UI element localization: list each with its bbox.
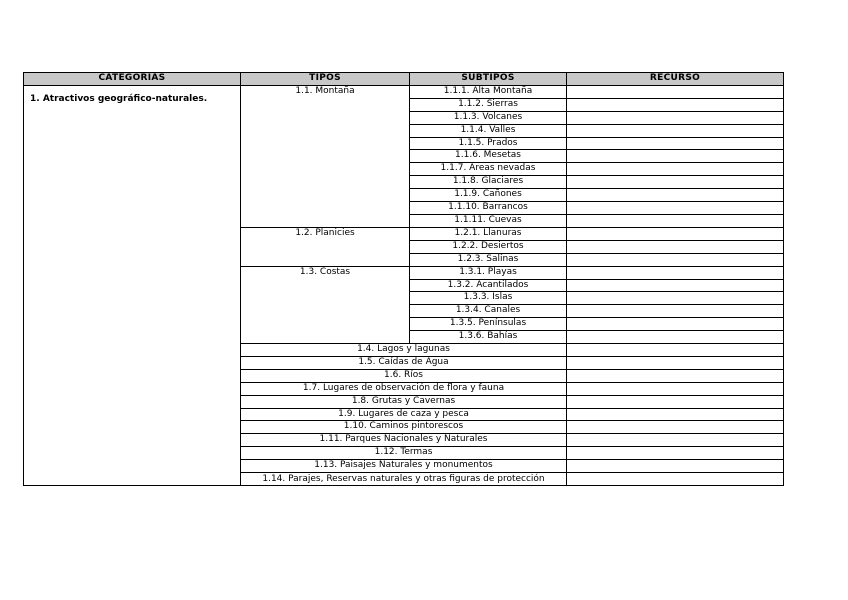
- recurso-cell: [567, 434, 784, 447]
- tipo-cell: 1.7. Lugares de observación de flora y fauna: [241, 382, 567, 395]
- header-row: [24, 73, 784, 86]
- recurso-cell: [567, 227, 784, 240]
- recurso-cell: [567, 240, 784, 253]
- category-cell: 1. Atractivos geográfico-naturales.: [24, 85, 241, 485]
- subtipo-cell: 1.1.4. Valles: [410, 124, 567, 137]
- header-categorias: CATEGORÍAS: [24, 73, 241, 86]
- tipo-cell: 1.2. Planicies: [241, 227, 410, 266]
- recurso-cell: [567, 305, 784, 318]
- subtipo-cell: 1.1.6. Mesetas: [410, 150, 567, 163]
- subtipo-cell: 1.3.4. Canales: [410, 305, 567, 318]
- tipo-cell: 1.6. Ríos: [241, 369, 567, 382]
- table-row: [24, 85, 784, 98]
- subtipo-cell: 1.1.8. Glaciares: [410, 176, 567, 189]
- subtipo-cell: 1.1.11. Cuevas: [410, 214, 567, 227]
- subtipo-cell: 1.1.1. Alta Montaña: [410, 85, 567, 98]
- recurso-cell: [567, 408, 784, 421]
- attractions-table: [23, 72, 784, 486]
- subtipo-cell: 1.3.1. Playas: [410, 266, 567, 279]
- subtipo-cell: 1.1.10. Barrancos: [410, 202, 567, 215]
- recurso-cell: [567, 395, 784, 408]
- subtipo-cell: 1.1.2. Sierras: [410, 98, 567, 111]
- tipo-cell: 1.13. Paisajes Naturales y monumentos: [241, 460, 567, 473]
- subtipo-cell: 1.3.2. Acantilados: [410, 279, 567, 292]
- tipo-cell: 1.8. Grutas y Cavernas: [241, 395, 567, 408]
- recurso-cell: [567, 473, 784, 486]
- recurso-cell: [567, 318, 784, 331]
- recurso-cell: [567, 214, 784, 227]
- recurso-cell: [567, 331, 784, 344]
- recurso-cell: [567, 111, 784, 124]
- table-body: [24, 85, 784, 485]
- recurso-cell: [567, 150, 784, 163]
- recurso-cell: [567, 369, 784, 382]
- subtipo-cell: 1.1.9. Cañones: [410, 189, 567, 202]
- recurso-cell: [567, 253, 784, 266]
- tipo-cell: 1.10. Caminos pintorescos: [241, 421, 567, 434]
- subtipo-cell: 1.1.3. Volcanes: [410, 111, 567, 124]
- tipo-cell: 1.14. Parajes, Reservas naturales y otras figuras de protección: [241, 473, 567, 486]
- tipo-cell: 1.1. Montaña: [241, 85, 410, 227]
- recurso-cell: [567, 356, 784, 369]
- tipo-cell: 1.5. Caídas de Agua: [241, 356, 567, 369]
- recurso-cell: [567, 189, 784, 202]
- tipo-cell: 1.11. Parques Nacionales y Naturales: [241, 434, 567, 447]
- subtipo-cell: 1.2.3. Salinas: [410, 253, 567, 266]
- subtipo-cell: 1.1.5. Prados: [410, 137, 567, 150]
- header-tipos: TIPOS: [241, 73, 410, 86]
- recurso-cell: [567, 382, 784, 395]
- header-subtipos: SUBTIPOS: [410, 73, 567, 86]
- recurso-cell: [567, 137, 784, 150]
- recurso-cell: [567, 124, 784, 137]
- recurso-cell: [567, 460, 784, 473]
- recurso-cell: [567, 176, 784, 189]
- recurso-cell: [567, 266, 784, 279]
- subtipo-cell: 1.3.6. Bahías: [410, 331, 567, 344]
- subtipo-cell: 1.2.1. Llanuras: [410, 227, 567, 240]
- recurso-cell: [567, 447, 784, 460]
- recurso-cell: [567, 85, 784, 98]
- subtipo-cell: 1.2.2. Desiertos: [410, 240, 567, 253]
- recurso-cell: [567, 344, 784, 357]
- recurso-cell: [567, 98, 784, 111]
- recurso-cell: [567, 421, 784, 434]
- recurso-cell: [567, 292, 784, 305]
- tipo-cell: 1.9. Lugares de caza y pesca: [241, 408, 567, 421]
- header-recurso: RECURSO: [567, 73, 784, 86]
- recurso-cell: [567, 163, 784, 176]
- subtipo-cell: 1.1.7. Áreas nevadas: [410, 163, 567, 176]
- recurso-cell: [567, 279, 784, 292]
- recurso-cell: [567, 202, 784, 215]
- subtipo-cell: 1.3.5. Penínsulas: [410, 318, 567, 331]
- tipo-cell: 1.3. Costas: [241, 266, 410, 343]
- tipo-cell: 1.12. Termas: [241, 447, 567, 460]
- tipo-cell: 1.4. Lagos y lagunas: [241, 344, 567, 357]
- subtipo-cell: 1.3.3. Islas: [410, 292, 567, 305]
